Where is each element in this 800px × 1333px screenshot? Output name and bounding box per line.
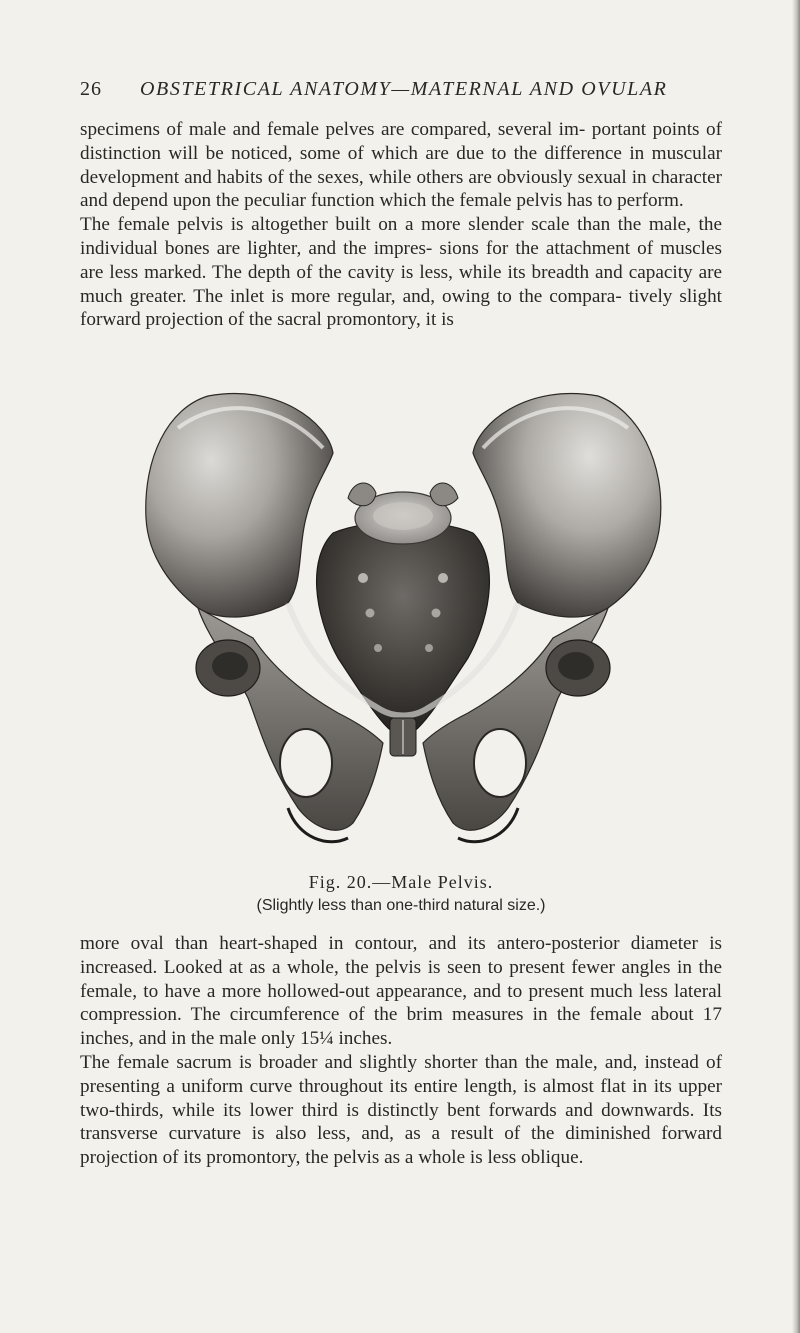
running-head — [80, 78, 720, 102]
figure-caption: Fig. 20.—Male Pelvis. — [308, 872, 494, 892]
page-number: 26 — [80, 78, 102, 100]
body-text-top — [80, 118, 722, 332]
page-edge-shadow — [792, 0, 800, 1333]
running-title: OBSTETRICAL ANATOMY—MATERNAL AND OVULAR — [140, 78, 668, 100]
paragraph: more oval than heart-shaped in contour, and its antero-posterior diameter is increased. Looked at as a whole, the pelvis is seen to present fewer angles in the female, to have a more hollowed-out appearance, and to present much less lateral compression. The circumference of the brim measures in the female about 17 inches, and in the male only 15¼ inches. — [80, 933, 722, 1050]
pelvis-illustration — [138, 368, 668, 858]
paragraph: The female pelvis is altogether built on a more slender scale than the male, the individual bones are lighter, and the impres- sions for the attachment of muscles are less marked. The depth of the cavity is less, while its breadth and capacity are much greater. The inlet is more regular, and, owing to the compara- tively slight forward projection of the sacral promontory, it is — [80, 214, 722, 331]
figure-note: (Slightly less than one-third natural size.) — [256, 897, 546, 914]
paragraph: The female sacrum is broader and slightly shorter than the male, and, instead of presenting a uniform curve throughout its entire length, is almost flat in its upper two-thirds, while its lower third is distinctly bent forwards and downwards. Its transverse curvature is also less, and, as a result of the diminished forward projection of its promontory, the pelvis as a whole is less oblique. — [80, 1051, 722, 1169]
pelvis-engraving — [138, 368, 668, 858]
paragraph: specimens of male and female pelves are compared, several im- portant points of distinction will be noticed, some of which are due to the difference in muscular development and habits of the sexes, while others are obviously sexual in character and depend upon the peculiar function which the female pelvis has to perform. — [80, 119, 722, 212]
body-text-bottom — [80, 932, 722, 1170]
